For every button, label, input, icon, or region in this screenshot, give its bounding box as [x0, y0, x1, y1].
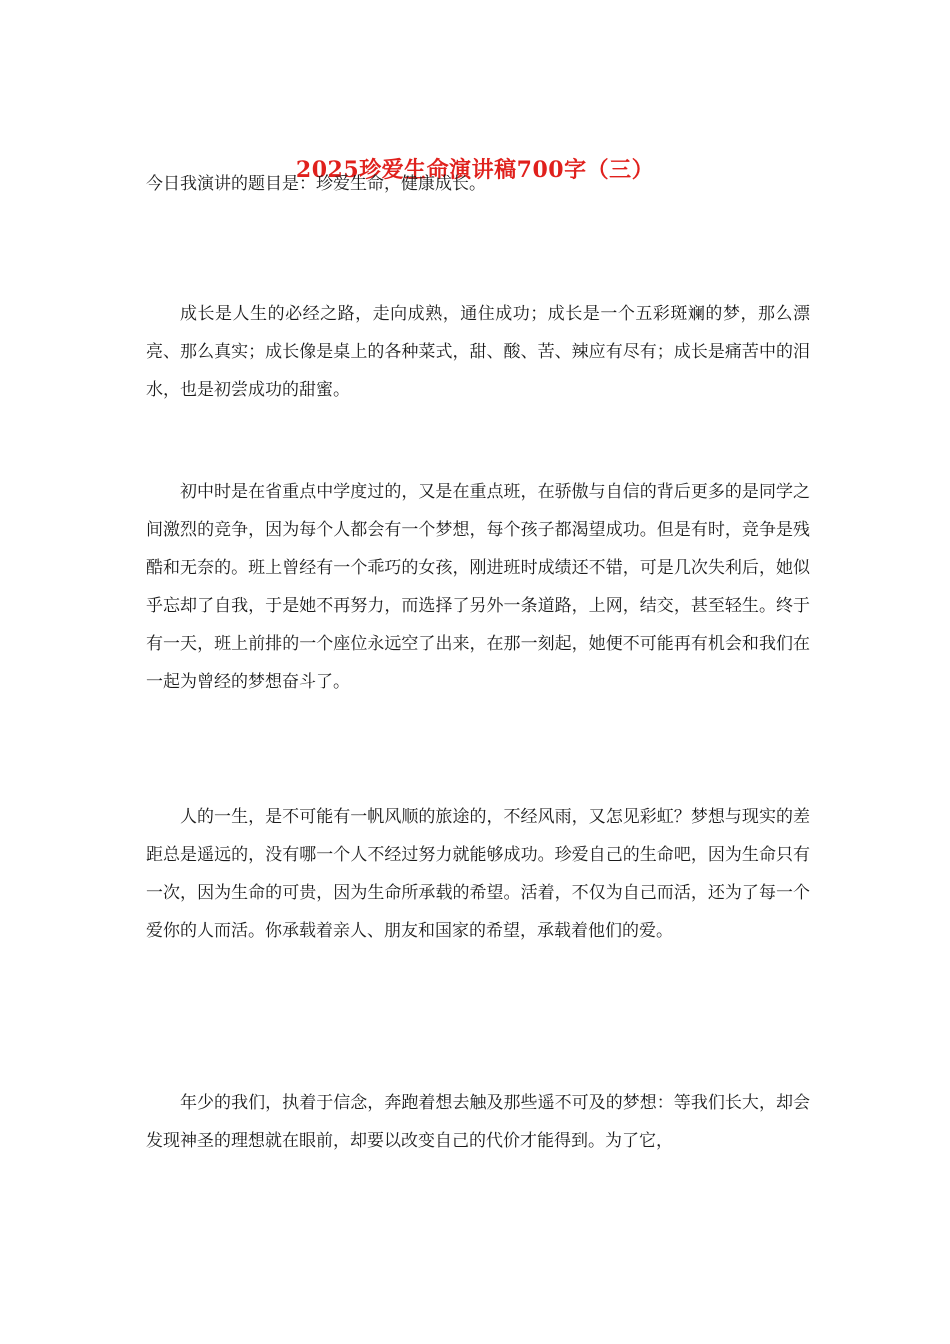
paragraph-junior-high: 初中时是在省重点中学度过的，又是在重点班，在骄傲与自信的背后更多的是同学之间激烈的竞争，因为每个人都会有一个梦想，每个孩子都渴望成功。但是有时，竞争是残酷和无奈的。班上曾经有一个乖巧的女孩，刚进班时成绩还不错，可是几次失利后，她似乎忘却了自我，于是她不再努力，而选择了另外一条道路，上网，结交，甚至轻生。终于有一天，班上前排的一个座位永远空了出来，在那一刻起，她便不可能再有机会和我们在一起为曾经的梦想奋斗了。 — [146, 482, 810, 692]
paragraph-growth: 成长是人生的必经之路，走向成熟，通住成功；成长是一个五彩斑斓的梦，那么漂亮、那么真实；成长像是桌上的各种菜式，甜、酸、苦、辣应有尽有；成长是痛苦中的泪水，也是初尝成功的甜蜜。 — [146, 304, 810, 400]
paragraph-youth: 年少的我们，执着于信念，奔跑着想去触及那些遥不可及的梦想：等我们长大，却会发现神圣的理想就在眼前，却要以改变自己的代价才能得到。为了它， — [146, 1093, 810, 1151]
paragraph-life: 人的一生，是不可能有一帆风顺的旅途的，不经风雨，又怎见彩虹？梦想与现实的差距总是遥远的，没有哪一个人不经过努力就能够成功。珍爱自己的生命吧，因为生命只有一次，因为生命的可贵，因为生命所承载的希望。活着，不仅为自己而活，还为了每一个爱你的人而活。你承载着亲人、朋友和国家的希望，承载着他们的爱。 — [146, 807, 810, 941]
paragraph-intro: 今日我演讲的题目是：珍爱生命，健康成长。 — [146, 174, 486, 194]
document-title: 2025珍爱生命演讲稿700字（三） — [295, 157, 655, 183]
